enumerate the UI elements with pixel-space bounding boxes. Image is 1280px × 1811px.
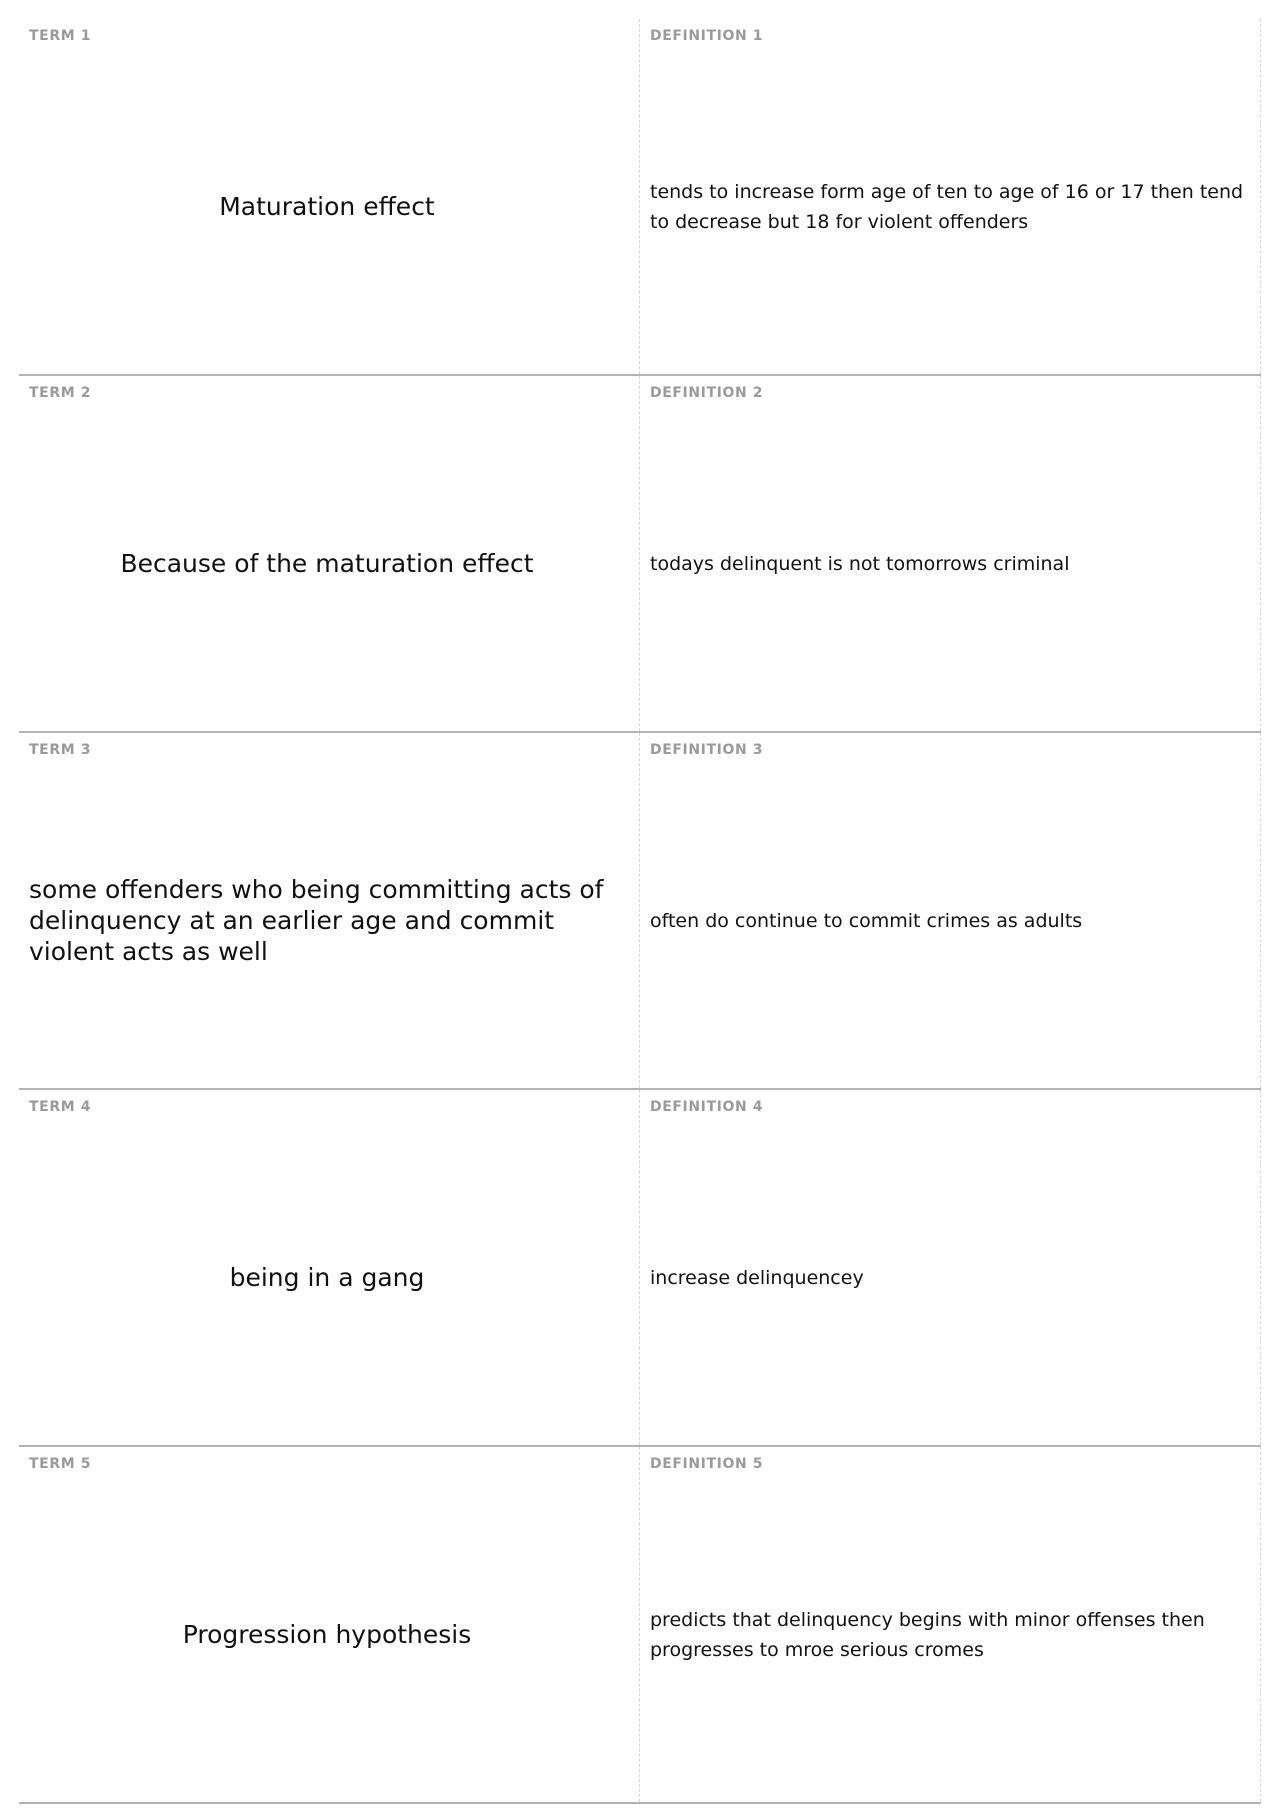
definition-label: DEFINITION 4	[650, 1099, 764, 1115]
term-label: TERM 2	[29, 385, 92, 401]
definition-label: DEFINITION 2	[650, 385, 764, 401]
card-row-5	[19, 1447, 1261, 1804]
definition-cell-5	[640, 1447, 1261, 1802]
term-label: TERM 5	[29, 1456, 92, 1472]
card-row-3	[19, 733, 1261, 1090]
definition-text: often do continue to commit crimes as adults	[650, 909, 1083, 932]
term-cell-5	[19, 1447, 640, 1802]
term-cell-1	[19, 19, 640, 374]
definition-text: predicts that delinquency begins with minor offenses then progresses to mroe serious cromes	[650, 1608, 1205, 1661]
card-row-2	[19, 376, 1261, 733]
definition-label: DEFINITION 3	[650, 742, 764, 758]
definition-label: DEFINITION 5	[650, 1456, 764, 1472]
term-label: TERM 1	[29, 28, 92, 44]
definition-text: tends to increase form age of ten to age of 16 or 17 then tend to decrease but 18 for violent offenders	[650, 180, 1244, 233]
definition-cell-3	[640, 733, 1261, 1088]
definition-text: todays delinquent is not tomorrows criminal	[650, 552, 1070, 575]
term-cell-2	[19, 376, 640, 731]
card-row-1	[19, 19, 1261, 376]
definition-label: DEFINITION 1	[650, 28, 764, 44]
term-cell-3	[19, 733, 640, 1088]
flashcard-sheet	[19, 19, 1261, 1804]
definition-cell-2	[640, 376, 1261, 731]
term-label: TERM 3	[29, 742, 92, 758]
term-cell-4	[19, 1090, 640, 1445]
term-text: some offenders who being committing acts of delinquency at an earlier age and commit violent acts as well	[29, 875, 604, 966]
definition-text: increase delinquencey	[650, 1266, 864, 1289]
term-text: Maturation effect	[219, 192, 435, 221]
definition-cell-1	[640, 19, 1261, 374]
card-row-4	[19, 1090, 1261, 1447]
definition-cell-4	[640, 1090, 1261, 1445]
term-text: Progression hypothesis	[182, 1620, 472, 1649]
term-text: being in a gang	[229, 1263, 425, 1292]
term-text: Because of the maturation effect	[120, 549, 534, 578]
term-label: TERM 4	[29, 1099, 92, 1115]
